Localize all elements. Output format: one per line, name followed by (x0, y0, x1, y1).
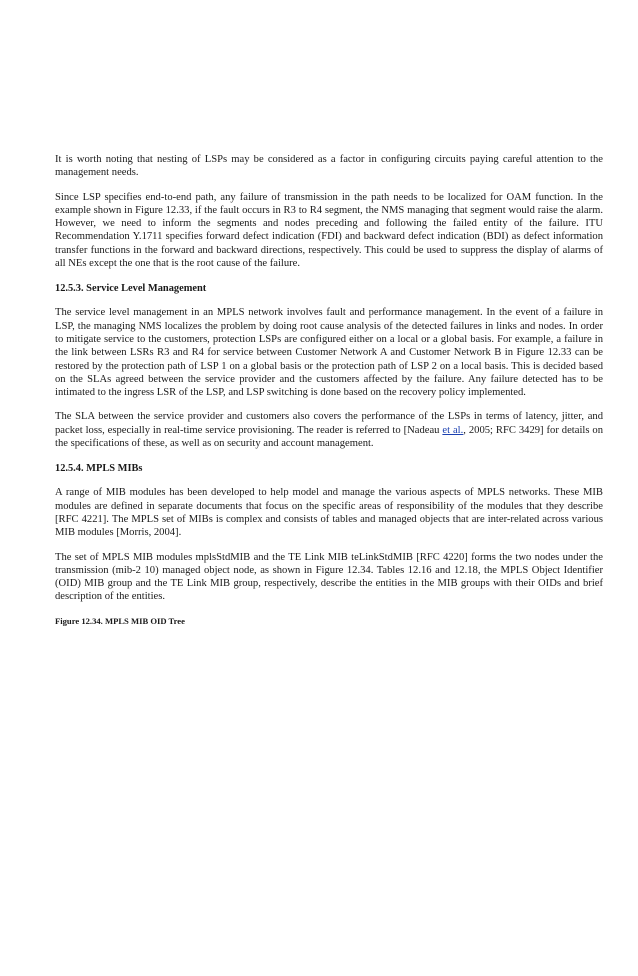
figure-caption: Figure 12.34. MPLS MIB OID Tree (55, 615, 185, 626)
heading-mpls-mibs: 12.5.4. MPLS MIBs (55, 463, 143, 475)
paragraph-fault-localization: Since LSP specifies end-to-end path, any failure of transmission in the path needs to be localized for OAM function. In the example shown in Figure 12.33, if the fault occurs in R3 to R4 segment, the NMS managing that segment would raise the alarm. However, we need to inform the segments and nodes preceding and following the failed entity of the failure. ITU Recommendation Y.1711 specifies forward defect indication (FDI) and backward defect indication (BDI) as defect information transfer functions in the forward and backward directions, respectively. This could be used to suppress the display of alarms of all NEs except the one that is the root cause of the failure. (55, 191, 603, 270)
sla-text-after: , 2005; RFC 3429] for details on the specifications of these, as well as on security and account management. (55, 424, 603, 450)
paragraph-service-level: The service level management in an MPLS network involves fault and performance management. In the event of a failure in LSP, the managing NMS localizes the problem by doing root cause analysis of the detected failures in links and nodes. In order to mitigate service to the customers, protection LSPs are configured either on a local or a global basis. For example, a failure in the link between LSRs R3 and R4 for service between Customer Network A and Customer Network B in Figure 12.33 can be restored by the protection path of LSP 1 on a global basis or the protection path of LSP 2 on a local basis. This is decided based on the SLAs agreed between the service provider and the customers affected by the failure. Any failure detected has to be intimated to the ingress LSR of the LSP, and LSP switching is done based on the recovery policy implemented. (55, 307, 603, 399)
paragraph-mib-nodes: The set of MPLS MIB modules mplsStdMIB and the TE Link MIB teLinkStdMIB [RFC 4220] forms the two nodes under the transmission (mib-2 10) managed object node, as shown in Figure 12.34. Tables 12.16 and 12.18, the MPLS Object Identifier (OID) MIB group and the TE Link MIB group, respectively, describe the entities in the MIB groups with their OIDs and brief description of the entities. (55, 551, 603, 603)
sla-text-before: The SLA between the service provider and customers also covers the performance of the LSPs in terms of latency, jitter, and packet loss, especially in real-time service provisioning. The reader is referred to [Nadeau (55, 411, 603, 436)
paragraph-mib-modules: A range of MIB modules has been developed to help model and manage the various aspects of MPLS networks. These MIB modules are defined in separate documents that focus on the specific areas of responsibility of the modules that they describe [RFC 4221]. The MPLS set of MIBs is complex and consists of tables and managed objects that are inter-related across various MIB modules [Morris, 2004]. (55, 487, 603, 539)
heading-service-level-management: 12.5.3. Service Level Management (55, 283, 207, 295)
paragraph-sla-performance (55, 410, 603, 450)
section-heading-mpls-mibs (55, 462, 603, 475)
paragraph-lsp-nesting: It is worth noting that nesting of LSPs may be considered as a factor in configuring circuits paying careful attention to the management needs. (55, 154, 603, 179)
section-heading-service-level (55, 282, 603, 295)
citation-link-et-al[interactable]: et al. (442, 424, 464, 436)
document-page (55, 153, 603, 627)
